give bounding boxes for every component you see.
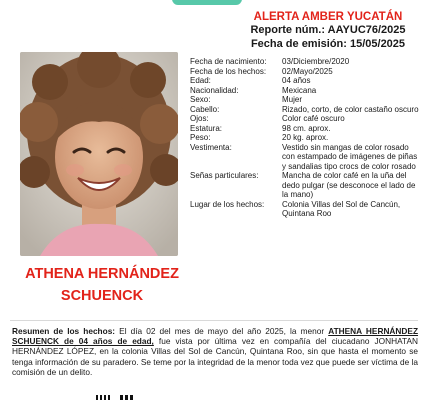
summary-text-1: El día 02 del mes de mayo del año 2025, la menor xyxy=(119,326,325,336)
detail-row xyxy=(190,76,422,86)
top-banner xyxy=(0,0,428,8)
detail-value: 20 kg. aprox. xyxy=(282,133,329,142)
child-portrait-illustration xyxy=(20,52,178,256)
detail-label: Edad: xyxy=(190,76,211,85)
detail-label: Peso: xyxy=(190,133,211,142)
detail-label: Señas particulares: xyxy=(190,171,259,180)
detail-value: Vestido sin mangas de color rosado con estampado de imágenes de piñas y sandalias tipo crocs de color rosado xyxy=(282,142,418,171)
detail-row xyxy=(190,200,422,219)
detail-value: Colonia Villas del Sol de Cancún, Quintana Roo xyxy=(282,199,401,218)
missing-person-name xyxy=(14,264,190,308)
detail-value: 98 cm. aprox. xyxy=(282,123,331,133)
issue-date: Fecha de emisión: 15/05/2025 xyxy=(250,38,406,51)
detail-row xyxy=(190,143,422,172)
detail-row xyxy=(190,67,422,77)
detail-value: Mujer xyxy=(282,95,303,104)
detail-value: 02/Mayo/2025 xyxy=(282,66,333,76)
detail-row xyxy=(190,105,422,115)
alert-title: ALERTA AMBER YUCATÁN xyxy=(253,11,403,23)
qr-code-icon xyxy=(96,395,112,400)
missing-person-photo xyxy=(20,52,178,256)
detail-value: 04 años xyxy=(282,76,311,85)
detail-row xyxy=(190,57,422,67)
alert-header xyxy=(238,10,418,52)
detail-label: Nacionalidad: xyxy=(190,85,239,95)
detail-label: Lugar de los hechos: xyxy=(190,199,265,209)
detail-row xyxy=(190,114,422,124)
detail-value: Mexicana xyxy=(282,85,317,95)
name-line-1: ATHENA HERNÁNDEZ xyxy=(25,266,179,282)
detail-label: Ojos: xyxy=(190,114,209,123)
summary-label: Resumen de los hechos: xyxy=(12,326,116,336)
detail-row xyxy=(190,133,422,143)
detail-label: Sexo: xyxy=(190,95,211,104)
detail-row xyxy=(190,86,422,96)
name-line-2: SCHUENCK xyxy=(60,287,144,304)
summary-text-2: fue vista por última vez en compañía del ciucadano JONHATAN HERNÁNDEZ LÓPEZ, en la colonia Villas del Sol de Cancún, Quintana Roo, sin que hasta el momento se tenga información de su paradero. Se teme por la integridad de la menor toda vez que puede ser víctima de la comisión de un delito. xyxy=(12,336,418,377)
qr-code-icon xyxy=(120,395,134,400)
summary-paragraph xyxy=(12,326,418,377)
detail-value: Mancha de color café en la uña del dedo pulgar (se desconoce el lado de la mano) xyxy=(282,171,416,199)
detail-label: Vestimenta: xyxy=(190,142,232,152)
detail-row xyxy=(190,95,422,105)
section-divider xyxy=(10,320,418,321)
detail-value: 03/Diciembre/2020 xyxy=(282,57,350,66)
detail-label: Cabello: xyxy=(190,104,220,114)
header-ribbon xyxy=(172,0,242,5)
detail-row xyxy=(190,171,422,200)
detail-row xyxy=(190,124,422,134)
details-list xyxy=(190,57,422,219)
detail-label: Fecha de nacimiento: xyxy=(190,57,267,66)
detail-value: Color café oscuro xyxy=(282,114,345,123)
detail-label: Fecha de los hechos: xyxy=(190,66,267,76)
summary-person-name: ATHENA HERNÁNDEZ SCHUENCK de 04 años de edad, xyxy=(12,326,419,347)
report-number: Reporte núm.: AAYUC76/2025 xyxy=(250,24,406,37)
detail-label: Estatura: xyxy=(190,123,223,133)
detail-value: Rizado, corto, de color castaño oscuro xyxy=(282,104,419,114)
